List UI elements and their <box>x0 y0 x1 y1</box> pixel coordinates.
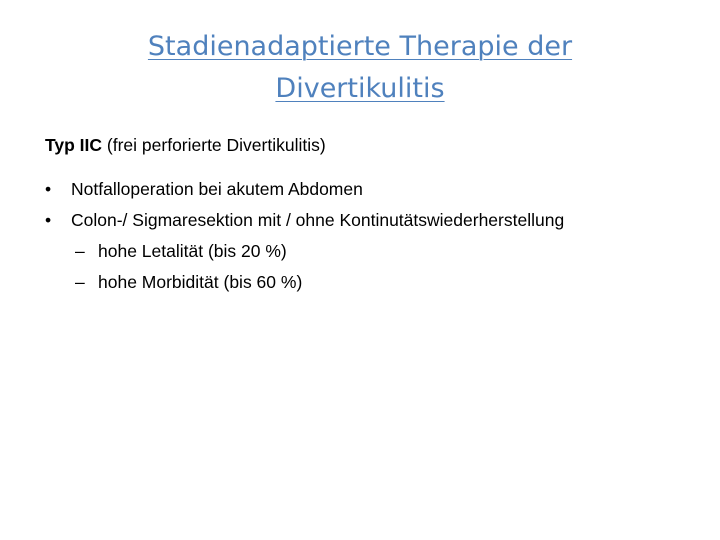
title-line-2: Divertikulitis <box>275 73 445 104</box>
subheading-description: (frei perforierte Divertikulitis) <box>102 135 326 155</box>
sub-bullet-item-text: hohe Letalität (bis 20 %) <box>98 241 287 261</box>
sub-bullet-item <box>45 236 705 267</box>
sub-bullet-item-text: hohe Morbidität (bis 60 %) <box>98 272 303 292</box>
bullet-icon: • <box>45 210 52 230</box>
title-line-1: Stadienadaptierte Therapie der <box>147 31 573 62</box>
bullet-item <box>45 174 705 205</box>
bullet-icon: • <box>45 179 52 199</box>
bullet-item-text: Colon-/ Sigmaresektion mit / ohne Kontinutätswiederherstellung <box>71 210 565 230</box>
bullet-item <box>45 205 705 236</box>
sub-bullet-item <box>45 267 705 298</box>
slide-content <box>45 132 705 298</box>
bullet-item-text: Notfalloperation bei akutem Abdomen <box>71 179 363 199</box>
slide-title <box>60 26 660 110</box>
dash-icon: – <box>75 241 85 261</box>
dash-icon: – <box>75 272 85 292</box>
subheading <box>45 132 705 158</box>
subheading-type: Typ IIC <box>45 135 103 155</box>
